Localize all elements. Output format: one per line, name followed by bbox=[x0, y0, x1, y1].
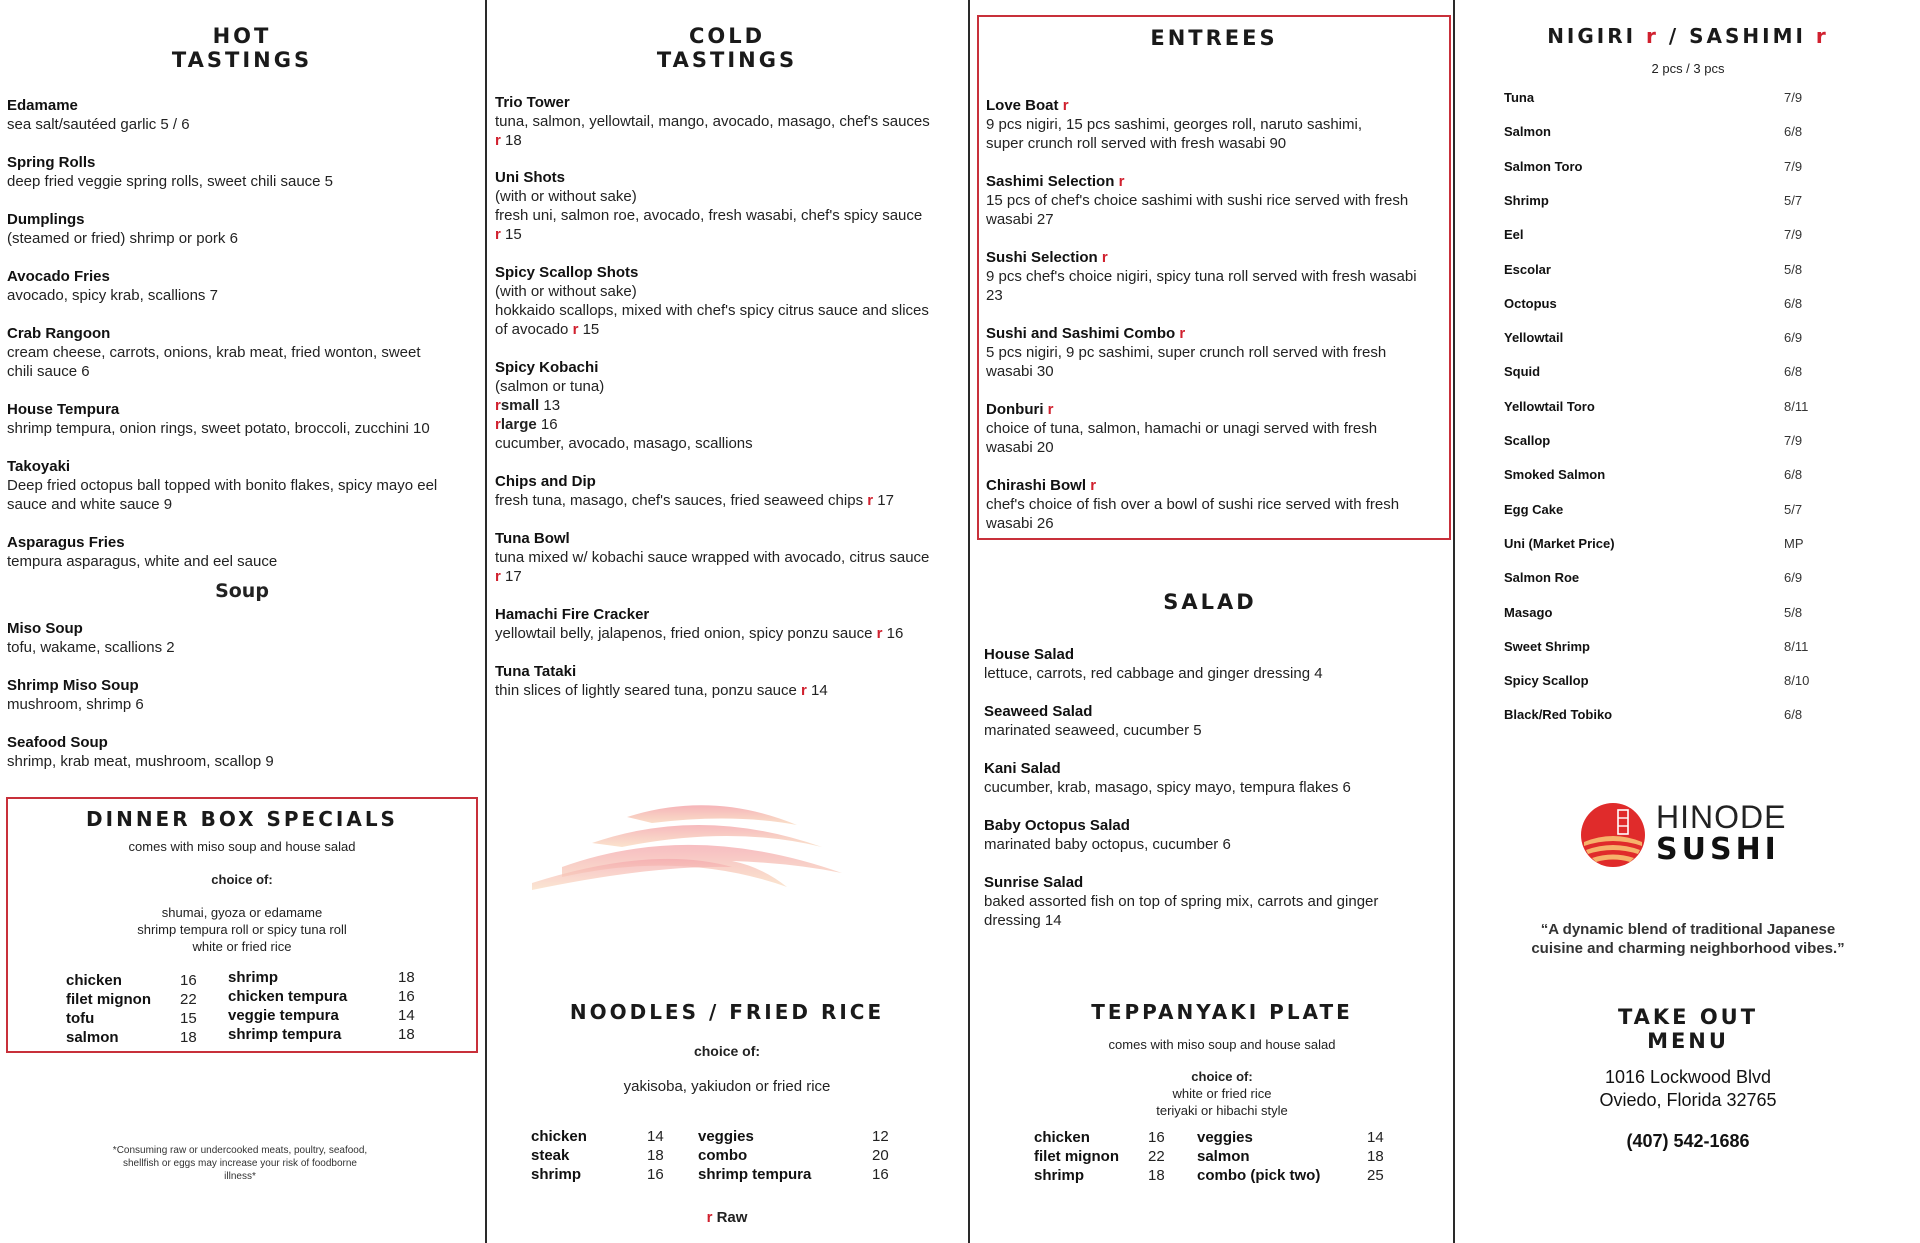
nigiri-price: MP bbox=[1784, 535, 1804, 551]
menu-item: Trio Tower tuna, salmon, yellowtail, mango, avocado, masago, chef's sauces r 18 bbox=[495, 94, 930, 149]
nigiri-row bbox=[1504, 465, 1854, 484]
section-title-noodles: NOODLES / FRIED RICE bbox=[569, 1000, 885, 1024]
nigiri-name: Smoked Salmon bbox=[1504, 467, 1606, 483]
menu-item: Spicy Kobachi (salmon or tuna) rsmall 13 rlarge 16 cucumber, avocado, masago, scallions bbox=[495, 359, 753, 452]
nigiri-name: Yellowtail Toro bbox=[1504, 398, 1595, 414]
raw-icon: r bbox=[1062, 97, 1069, 114]
menu-item: Kani Salad cucumber, krab, masago, spicy mayo, tempura flakes 6 bbox=[984, 760, 1351, 796]
nigiri-row bbox=[1504, 225, 1854, 244]
menu-item: Uni Shots (with or without sake) fresh uni, salmon roe, avocado, fresh wasabi, chef's spicy sauce r 15 bbox=[495, 169, 923, 243]
nigiri-price: 7/9 bbox=[1784, 433, 1803, 448]
nigiri-pcs-label: 2 pcs / 3 pcs bbox=[1651, 61, 1725, 76]
section-title-salad: SALAD bbox=[1163, 590, 1257, 614]
nigiri-price: 5/7 bbox=[1784, 192, 1803, 208]
column-divider bbox=[1453, 0, 1455, 1243]
menu-item: Love Boat r 9 pcs nigiri, 15 pcs sashimi, georges roll, naruto sashimi, super crunch roll served with fresh wasabi 90 bbox=[986, 97, 1362, 152]
dinner-box-choice: choice of: bbox=[211, 872, 273, 887]
nigiri-name: Black/Red Tobiko bbox=[1504, 707, 1613, 723]
nigiri-row bbox=[1504, 260, 1854, 279]
teppanyaki-subtitle: comes with miso soup and house salad bbox=[1108, 1037, 1336, 1052]
menu-item: Avocado Fries avocado, spicy krab, scallions 7 bbox=[7, 268, 218, 304]
menu-item: House Tempura shrimp tempura, onion rings, sweet potato, broccoli, zucchini 10 bbox=[7, 401, 430, 437]
raw-icon: r bbox=[572, 321, 579, 338]
section-title-teppanyaki: TEPPANYAKI PLATE bbox=[1091, 1000, 1353, 1024]
dinner-box-proteins-right: shrimp 18 chicken tempura 16 veggie tempura 14 shrimp tempura 18 bbox=[228, 969, 415, 1043]
nigiri-name: Salmon Toro bbox=[1504, 158, 1583, 174]
menu-item: Shrimp Miso Soup mushroom, shrimp 6 bbox=[7, 677, 144, 713]
nigiri-price: 8/11 bbox=[1784, 398, 1809, 414]
nigiri-price: 5/7 bbox=[1784, 501, 1803, 517]
nigiri-name: Shrimp bbox=[1504, 192, 1549, 208]
address: 1016 Lockwood Blvd Oviedo, Florida 32765 bbox=[1599, 1067, 1777, 1110]
column-entrees bbox=[970, 0, 1450, 1243]
menu-item: Tuna Tataki thin slices of lightly seared tuna, ponzu sauce r 14 bbox=[495, 663, 828, 699]
menu-item: Crab Rangoon cream cheese, carrots, onions, krab meat, fried wonton, sweet chili sauce 6 bbox=[7, 325, 421, 380]
nigiri-price: 6/9 bbox=[1784, 570, 1803, 586]
dinner-box-proteins-left: chicken 16 filet mignon 22 tofu 15 salmon 18 bbox=[66, 972, 197, 1046]
nigiri-price: 7/9 bbox=[1784, 158, 1803, 174]
raw-icon: r bbox=[1646, 24, 1659, 48]
nigiri-row bbox=[1504, 362, 1854, 381]
menu-item: Donburi r choice of tuna, salmon, hamachi or unagi served with fresh wasabi 20 bbox=[986, 401, 1378, 456]
raw-icon: r bbox=[706, 1209, 713, 1226]
nigiri-name: Yellowtail bbox=[1504, 330, 1564, 346]
nigiri-row bbox=[1504, 637, 1854, 656]
menu-item: Sushi and Sashimi Combo r 5 pcs nigiri, 9 pc sashimi, super crunch roll served with fresh wasabi 30 bbox=[986, 325, 1387, 380]
nigiri-name: Squid bbox=[1504, 364, 1541, 380]
nigiri-name: Salmon Roe bbox=[1504, 570, 1580, 586]
nigiri-name: Eel bbox=[1504, 227, 1524, 243]
raw-icon: r bbox=[495, 397, 501, 414]
phone-number: (407) 542-1686 bbox=[1626, 1131, 1750, 1151]
nigiri-price: 6/9 bbox=[1784, 330, 1803, 346]
brand-quote: “A dynamic blend of traditional Japanese cuisine and charming neighborhood vibes.” bbox=[1531, 921, 1845, 957]
nigiri-name: Uni (Market Price) bbox=[1504, 535, 1615, 551]
raw-icon: r bbox=[495, 226, 501, 243]
menu-item: Spicy Scallop Shots (with or without sake) hokkaido scallops, mixed with chef's spicy citrus sauce and slices of avocado r 15 bbox=[495, 264, 929, 338]
nigiri-row bbox=[1504, 294, 1854, 313]
nigiri-name: Octopus bbox=[1504, 295, 1557, 311]
nigiri-name: Egg Cake bbox=[1504, 501, 1564, 517]
nigiri-name: Masago bbox=[1504, 604, 1553, 620]
nigiri-row bbox=[1504, 705, 1854, 724]
nigiri-name: Salmon bbox=[1504, 124, 1551, 140]
raw-icon: r bbox=[867, 492, 874, 509]
sunrise-wave-decoration bbox=[532, 795, 852, 895]
nigiri-row bbox=[1504, 534, 1854, 553]
nigiri-row bbox=[1504, 157, 1854, 176]
raw-icon: r bbox=[1101, 249, 1108, 266]
column-nigiri-brand bbox=[1456, 0, 1920, 1243]
menu-item: Seaweed Salad marinated seaweed, cucumber 5 bbox=[984, 703, 1202, 739]
nigiri-price: 6/8 bbox=[1784, 364, 1803, 380]
section-title-soup: Soup bbox=[215, 580, 269, 602]
raw-legend: r Raw bbox=[706, 1209, 748, 1226]
nigiri-price: 5/8 bbox=[1784, 604, 1803, 620]
entrees-box bbox=[977, 15, 1451, 540]
menu-item: Asparagus Fries tempura asparagus, white and eel sauce bbox=[7, 534, 278, 570]
nigiri-price: 6/8 bbox=[1784, 467, 1803, 483]
nigiri-row bbox=[1504, 671, 1854, 690]
nigiri-name: Escolar bbox=[1504, 261, 1551, 277]
column-hot-tastings bbox=[0, 0, 484, 1243]
nigiri-price: 8/10 bbox=[1784, 673, 1810, 689]
menu-item: Sashimi Selection r 15 pcs of chef's choice sashimi with sushi rice served with fresh wasabi 27 bbox=[986, 173, 1409, 228]
raw-icon: r bbox=[1047, 401, 1054, 418]
menu-item: House Salad lettuce, carrots, red cabbage and ginger dressing 4 bbox=[984, 646, 1323, 682]
menu-item: Miso Soup tofu, wakame, scallions 2 bbox=[7, 620, 175, 656]
nigiri-name: Tuna bbox=[1504, 90, 1535, 105]
raw-icon: r bbox=[495, 132, 501, 149]
menu-item: Dumplings (steamed or fried) shrimp or pork 6 bbox=[7, 211, 238, 247]
menu-item: Chirashi Bowl r chef's choice of fish over a bowl of sushi rice served with fresh wasabi 26 bbox=[986, 477, 1400, 532]
raw-icon: r bbox=[1815, 24, 1829, 48]
teppanyaki-choice: choice of: white or fried rice teriyaki or hibachi style bbox=[1156, 1069, 1288, 1118]
raw-icon: r bbox=[876, 625, 883, 642]
nigiri-price: 5/8 bbox=[1784, 261, 1803, 277]
dinner-box-specials bbox=[6, 797, 478, 1053]
menu-item: Tuna Bowl tuna mixed w/ kobachi sauce wrapped with avocado, citrus sauce r 17 bbox=[495, 530, 930, 585]
menu-item: Sunrise Salad baked assorted fish on top of spring mix, carrots and ginger dressing 14 bbox=[984, 874, 1379, 929]
nigiri-price: 6/8 bbox=[1784, 707, 1803, 723]
menu-item: Edamame sea salt/sautéed garlic 5 / 6 bbox=[7, 97, 190, 133]
nigiri-row bbox=[1504, 122, 1854, 141]
raw-icon: r bbox=[1118, 173, 1125, 190]
raw-icon: r bbox=[1179, 325, 1186, 342]
raw-icon: r bbox=[1090, 477, 1097, 494]
section-title-nigiri: NIGIRI r / SASHIMI r bbox=[1547, 24, 1829, 48]
nigiri-row bbox=[1504, 603, 1854, 622]
menu-item: Baby Octopus Salad marinated baby octopus, cucumber 6 bbox=[984, 817, 1231, 853]
noodles-choice: choice of: bbox=[693, 1043, 761, 1059]
menu-item: Hamachi Fire Cracker yellowtail belly, jalapenos, fried onion, spicy ponzu sauce r 16 bbox=[495, 606, 904, 642]
brand-name: HINODE SUSHI bbox=[1656, 799, 1787, 867]
nigiri-row bbox=[1504, 500, 1854, 519]
menu-item: Sushi Selection r 9 pcs chef's choice nigiri, spicy tuna roll served with fresh wasabi 23 bbox=[986, 249, 1417, 304]
noodles-proteins-left: chicken 14 steak 18 shrimp 16 bbox=[531, 1128, 664, 1183]
noodles-options: yakisoba, yakiudon or fried rice bbox=[623, 1078, 831, 1095]
raw-food-disclaimer: *Consuming raw or undercooked meats, poultry, seafood, shellfish or eggs may increase your risk of foodborne illness* bbox=[112, 1145, 368, 1182]
section-title-hot: HOT TASTINGS bbox=[171, 24, 313, 72]
section-title-entrees: ENTREES bbox=[1150, 26, 1278, 50]
nigiri-price: 7/9 bbox=[1784, 90, 1803, 105]
menu-item: Spring Rolls deep fried veggie spring rolls, sweet chili sauce 5 bbox=[7, 154, 334, 190]
menu-item: Chips and Dip fresh tuna, masago, chef's sauces, fried seaweed chips r 17 bbox=[495, 473, 894, 509]
nigiri-price: 8/11 bbox=[1784, 638, 1809, 654]
teppanyaki-proteins-left: chicken 16 filet mignon 22 shrimp 18 bbox=[1034, 1129, 1165, 1184]
nigiri-row bbox=[1504, 397, 1854, 416]
section-title-takeout: TAKE OUT MENU bbox=[1617, 1005, 1759, 1053]
nigiri-price: 6/8 bbox=[1784, 124, 1803, 140]
section-title-cold: COLD TASTINGS bbox=[656, 24, 798, 72]
nigiri-price: 6/8 bbox=[1784, 295, 1803, 311]
nigiri-name: Scallop bbox=[1504, 433, 1551, 448]
menu-item: Takoyaki Deep fried octopus ball topped with bonito flakes, spicy mayo eel sauce and white sauce 9 bbox=[7, 458, 438, 513]
nigiri-price: 7/9 bbox=[1784, 227, 1803, 243]
nigiri-row bbox=[1504, 191, 1854, 210]
noodles-proteins-right: veggies 12 combo 20 shrimp tempura 16 bbox=[698, 1128, 889, 1183]
hinode-logo-icon bbox=[1578, 800, 1648, 870]
nigiri-row bbox=[1504, 568, 1854, 587]
dinner-box-subtitle: comes with miso soup and house salad bbox=[128, 839, 356, 854]
raw-icon: r bbox=[801, 682, 807, 699]
column-cold-tastings bbox=[487, 0, 967, 1243]
menu-item: Seafood Soup shrimp, krab meat, mushroom, scallop 9 bbox=[7, 734, 274, 770]
nigiri-row bbox=[1504, 88, 1854, 107]
section-title-dinner-box: DINNER BOX SPECIALS bbox=[86, 807, 398, 831]
nigiri-name: Sweet Shrimp bbox=[1504, 638, 1590, 654]
nigiri-row bbox=[1504, 431, 1854, 450]
teppanyaki-proteins-right: veggies 14 salmon 18 combo (pick two) 25 bbox=[1197, 1129, 1384, 1184]
raw-icon: r bbox=[495, 568, 501, 585]
dinner-box-options: shumai, gyoza or edamame shrimp tempura roll or spicy tuna roll white or fried rice bbox=[137, 905, 347, 954]
raw-icon: r bbox=[495, 416, 501, 433]
nigiri-name: Spicy Scallop bbox=[1504, 673, 1589, 689]
nigiri-row bbox=[1504, 328, 1854, 347]
